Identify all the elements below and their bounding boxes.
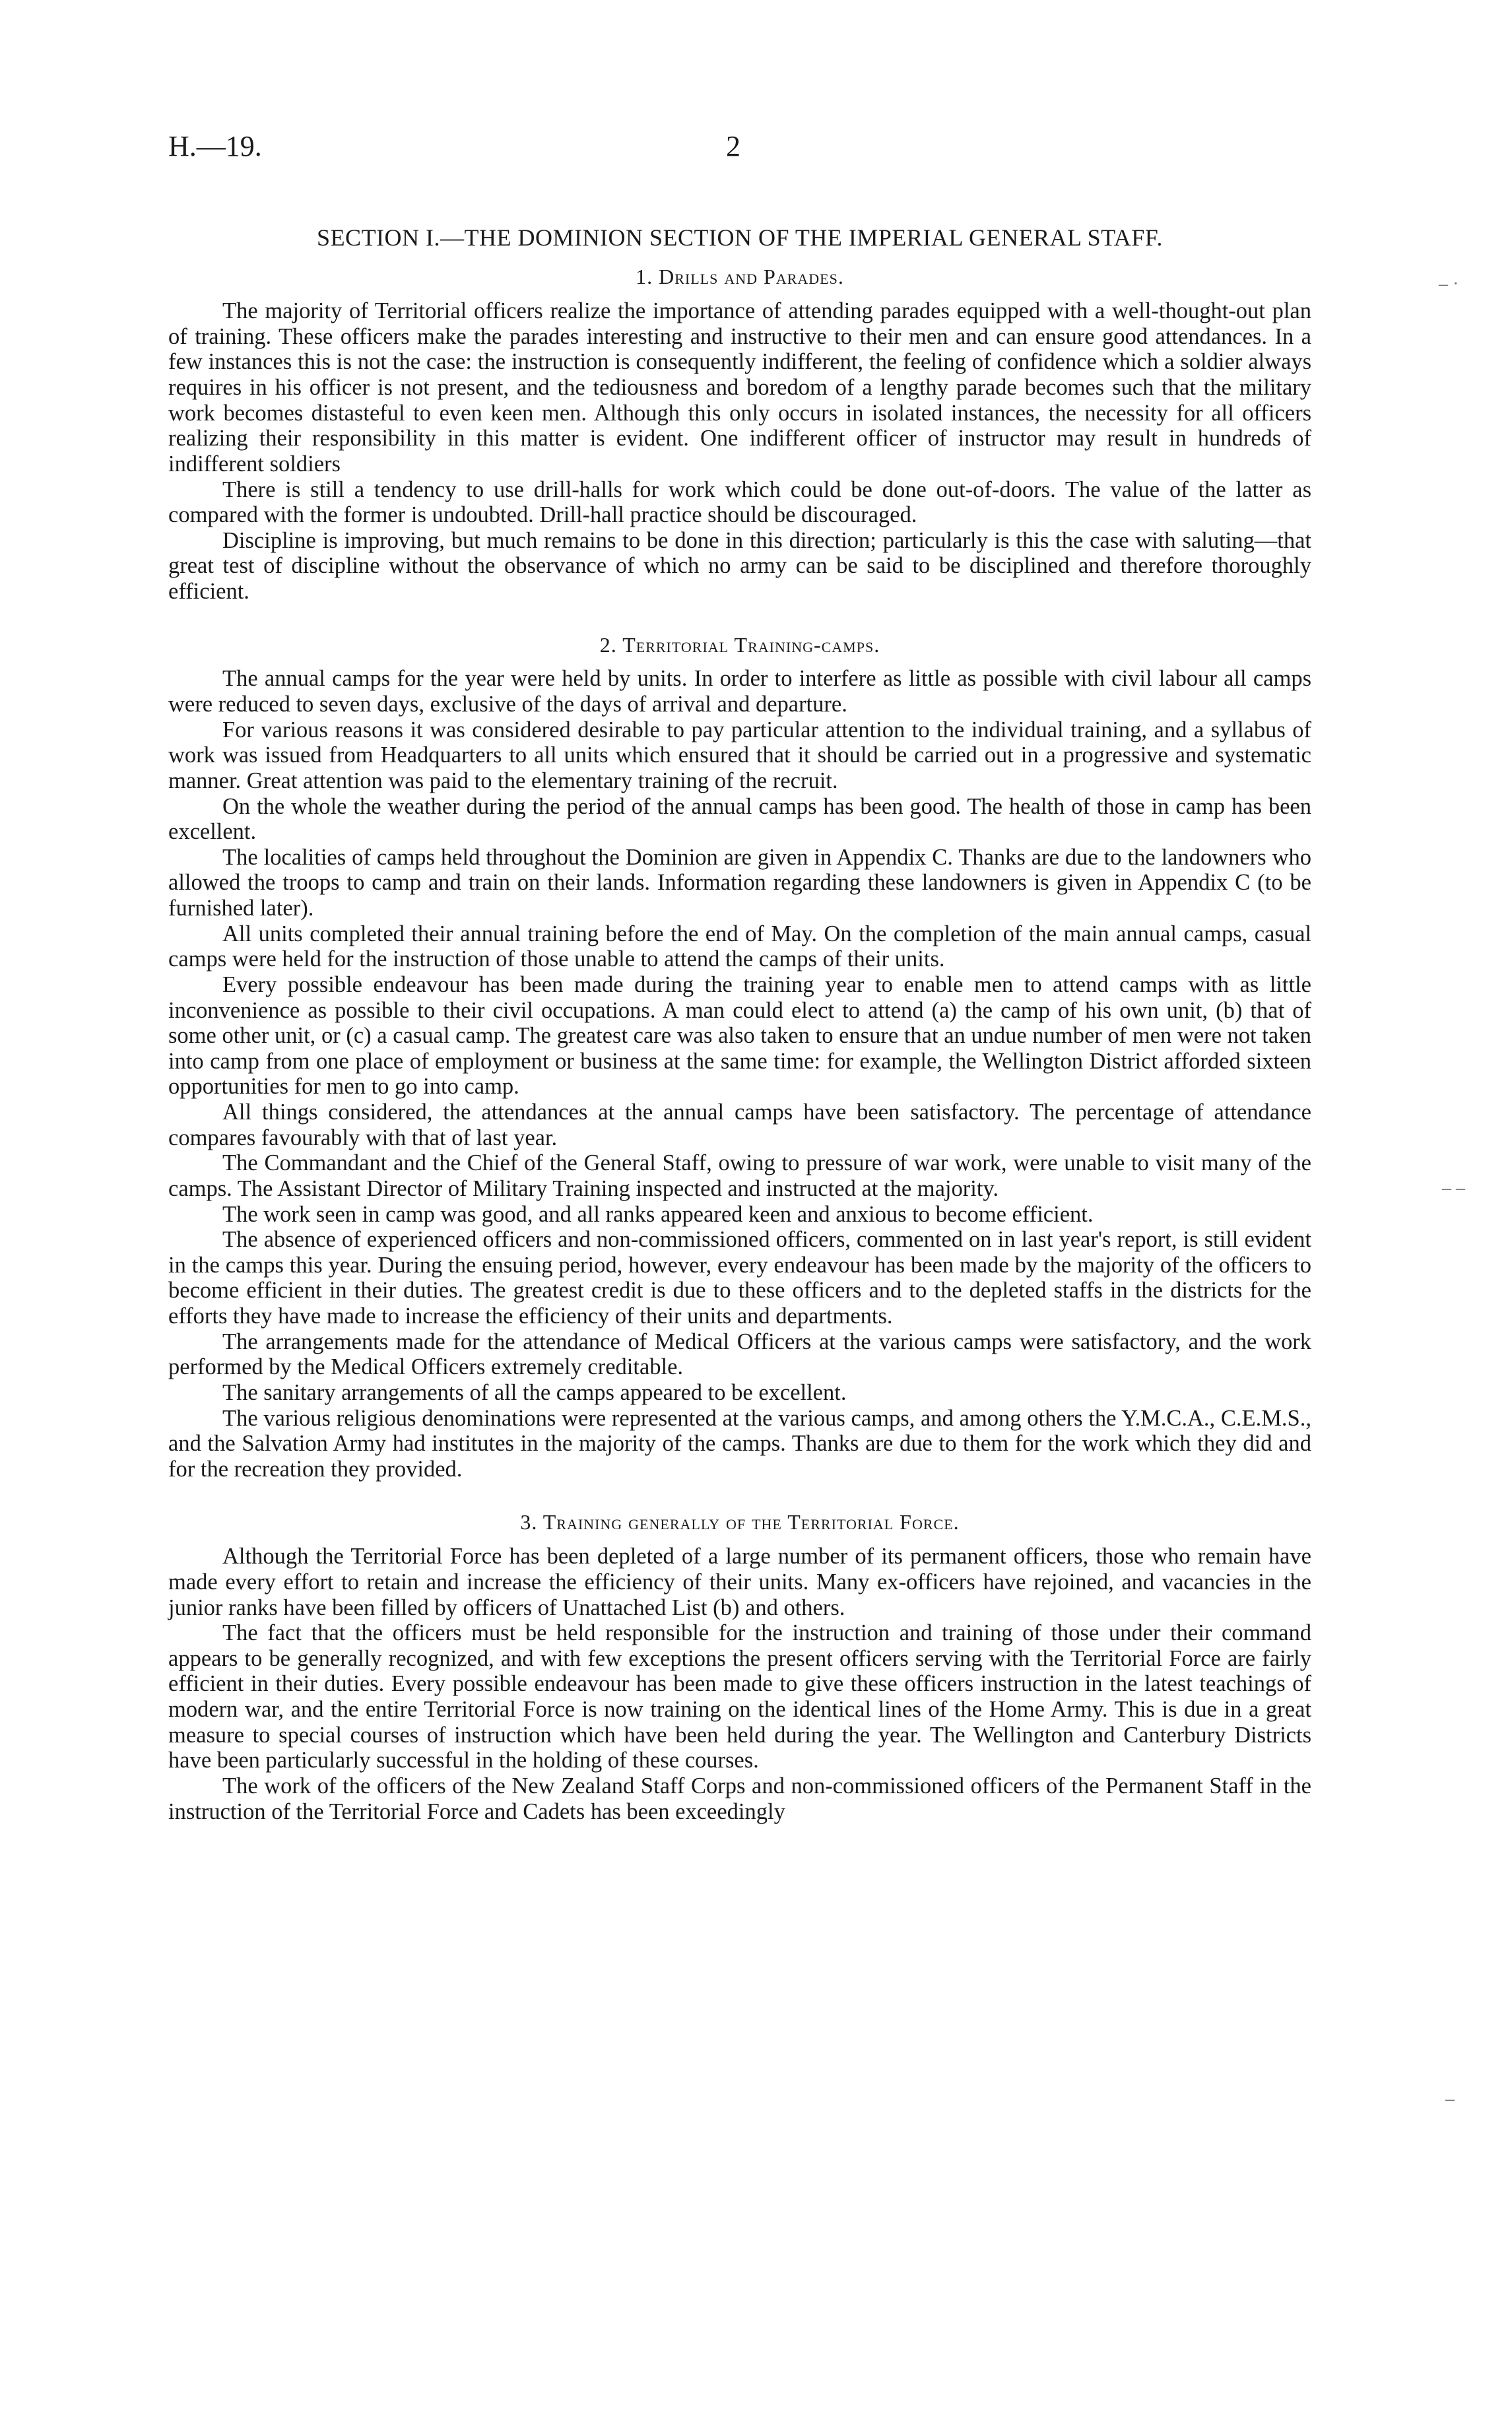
margin-dash-mark: ‒ ‒ (1442, 1178, 1465, 1199)
document-reference: H.—19. (168, 130, 262, 162)
margin-dash-mark: ‒ · (1439, 274, 1459, 294)
margin-dash-mark: ‒ (1445, 2089, 1455, 2109)
paragraph: The fact that the officers must be held responsible for the instruction and training of those under their command appears to be generally recognized, and with few exceptions the present officers serving with the Territorial Force are fairly efficient in their duties. Every possible endeavour has been made to give these officers instruction in the latest teachings of modern war, and the entire Territorial Force is now training on the identical lines of the Home Army. This is due in a great measure to special courses of instruction which have been held during the year. The Wellington and Canterbury Districts have been particularly successful in the holding of these courses. (168, 1620, 1311, 1773)
paragraph: Although the Territorial Force has been depleted of a large number of its permanent officers, those who remain have made every effort to retain and increase the efficiency of their units. Many ex-officers have rejoined, and vacancies in the junior ranks have been filled by officers of Unattached List (b) and others. (168, 1544, 1311, 1620)
subsection-heading: 3. Training generally of the Territorial Force. (520, 1510, 960, 1534)
paragraph: The Commandant and the Chief of the General Staff, owing to pressure of war work, were unable to visit many of the camps. The Assistant Director of Military Training inspected and instructed at the majority. (168, 1150, 1311, 1201)
paragraph: The absence of experienced officers and non-commissioned officers, commented on in last year's report, is still evident in the camps this year. During the ensuing period, however, every endeavour has been made by the majority of the officers to become efficient in their duties. The greatest credit is due to these officers and to the depleted staffs in the districts for the efforts they have made to increase the efficiency of their units and departments. (168, 1227, 1311, 1329)
paragraph: The arrangements made for the attendance of Medical Officers at the various camps were satisfactory, and the work performed by the Medical Officers extremely creditable. (168, 1329, 1311, 1380)
paragraph: The various religious denominations were represented at the various camps, and among others the Y.M.C.A., C.E.M.S., and the Salvation Army had institutes in the majority of the camps. Thanks are due to them for the work which they did and for the recreation they provided. (168, 1405, 1311, 1482)
paragraph: The annual camps for the year were held by units. In order to interfere as little as possible with civil labour all camps were reduced to seven days, exclusive of the days of arrival and departure. (168, 666, 1311, 717)
paragraph: The majority of Territorial officers realize the importance of attending parades equipped with a well-thought-out plan of training. These officers make the parades interesting and instructive to their men and can ensure good attendances. In a few instances this is not the case: the instruction is consequently indifferent, the feeling of confidence which a soldier always requires in his officer is not present, and the tediousness and boredom of a lengthy parade becomes such that the military work becomes distasteful to even keen men. Although this only occurs in isolated instances, the necessity for all officers realizing their responsibility in this matter is evident. One indifferent officer of instructor may result in hundreds of indifferent soldiers (168, 298, 1311, 477)
paragraph: There is still a tendency to use drill-halls for work which could be done out-of-doors. The value of the latter as compared with the former is undoubted. Drill-hall practice should be discouraged. (168, 477, 1311, 528)
page-number: 2 (726, 130, 740, 162)
paragraph: On the whole the weather during the period of the annual camps has been good. The health of those in camp has been excellent. (168, 793, 1311, 845)
paragraph: For various reasons it was considered desirable to pay particular attention to the individual training, and a syllabus of work was issued from Headquarters to all units which ensured that it should be carried out in a progressive and systematic manner. Great attention was paid to the elementary training of the recruit. (168, 717, 1311, 793)
paragraph: The sanitary arrangements of all the camps appeared to be excellent. (222, 1379, 847, 1405)
paragraph: The work seen in camp was good, and all ranks appeared keen and anxious to become efficient. (222, 1201, 1094, 1227)
paragraph: Discipline is improving, but much remains to be done in this direction; particularly is this the case with saluting—that great test of discipline without the observance of which no army can be said to be disciplined and therefore thoroughly efficient. (168, 527, 1311, 605)
paragraph: All things considered, the attendances at the annual camps have been satisfactory. The percentage of attendance compares favourably with that of last year. (168, 1100, 1311, 1150)
body-text (168, 224, 1311, 1824)
subsection-heading: 1. Drills and Parades. (636, 265, 844, 289)
section-title: SECTION I.—THE DOMINION SECTION OF THE IMPERIAL GENERAL STAFF. (317, 224, 1163, 251)
paragraph: The localities of camps held throughout the Dominion are given in Appendix C. Thanks are due to the landowners who allowed the troops to camp and train on their lands. Information regarding these landowners is given in Appendix C (to be furnished later). (168, 844, 1311, 921)
paragraph: The work of the officers of the New Zealand Staff Corps and non-commissioned officers of the Permanent Staff in the instruction of the Territorial Force and Cadets has been exceedingly (168, 1773, 1311, 1824)
paragraph: Every possible endeavour has been made during the training year to enable men to attend camps with as little inconvenience as possible to their civil occupations. A man could elect to attend (a) the camp of his own unit, (b) that of some other unit, or (c) a casual camp. The greatest care was also taken to ensure that an undue number of men were not taken into camp from one place of employment or business at the same time: for example, the Wellington District afforded sixteen opportunities for men to go into camp. (168, 972, 1311, 1100)
paragraph: All units completed their annual training before the end of May. On the completion of the main annual camps, casual camps were held for the instruction of those unable to attend the camps of their units. (168, 921, 1311, 972)
subsection-heading: 2. Territorial Training-camps. (599, 632, 880, 657)
page-header (168, 129, 1356, 169)
